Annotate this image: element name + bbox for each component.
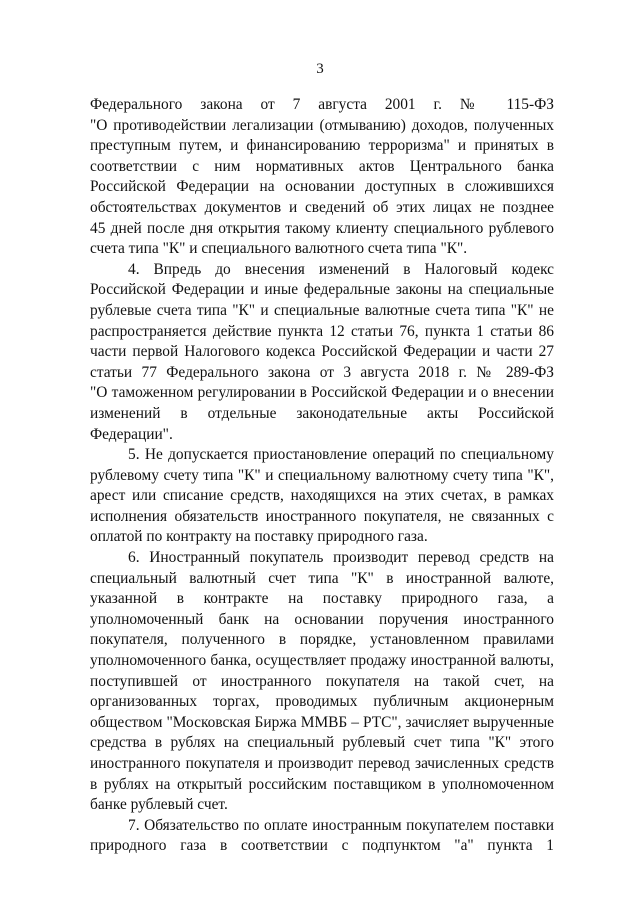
text-line: природного газа в соответствии с подпунктом "а" пункта 1 bbox=[90, 837, 554, 855]
page-number: 3 bbox=[316, 61, 324, 77]
text-line: статьи 77 Федерального закона от 3 августа 2018 г. № 289-ФЗ bbox=[90, 363, 554, 381]
paragraph-first-line: 7. Обязательство по оплате иностранным покупателем поставки bbox=[128, 816, 554, 834]
text-line: обстоятельствах документов и сведений об этих лицах не позднее bbox=[90, 198, 554, 216]
text-line: уполномоченного банка, осуществляет продажу иностранной валюты, bbox=[90, 652, 554, 670]
text-line: специальный валютный счет типа "К" в иностранной валюте, bbox=[90, 569, 554, 587]
text-line: "О противодействии легализации (отмыванию) доходов, полученных bbox=[90, 116, 554, 134]
text-line: уполномоченный банк на основании поручения иностранного bbox=[90, 610, 554, 628]
text-line: изменений в отдельные законодательные акты Российской bbox=[90, 404, 554, 422]
text-line: организованных торгах, проводимых публичным акционерным bbox=[90, 693, 554, 711]
text-line: арест или списание средств, находящихся на этих счетах, в рамках bbox=[90, 487, 554, 505]
paragraph-first-line: 5. Не допускается приостановление операций по специальному bbox=[128, 446, 554, 464]
text-line: исполнения обязательств иностранного покупателя, не связанных с bbox=[90, 507, 554, 525]
text-line: покупателя, полученного в порядке, установленном правилами bbox=[90, 631, 554, 649]
text-line: Федерации". bbox=[90, 425, 173, 443]
text-line: Российской Федерации и иные федеральные законы на специальные bbox=[90, 281, 554, 299]
text-line: рублевому счету типа "К" и специальному валютному счету типа "К", bbox=[90, 466, 554, 484]
text-line: указанной в контракте на поставку природного газа, а bbox=[90, 590, 554, 608]
text-line: соответствии с ним нормативных актов Центрального банка bbox=[90, 157, 554, 175]
text-line: иностранного покупателя и производит перевод зачисленных средств bbox=[90, 755, 554, 772]
text-line: поступившей от иностранного покупателя на такой счет, на bbox=[90, 672, 554, 690]
text-line: рублевые счета типа "К" и специальные валютные счета типа "К" не bbox=[90, 301, 554, 319]
text-line: оплатой по контракту на поставку природного газа. bbox=[90, 528, 428, 546]
text-line: части первой Налогового кодекса Российской Федерации и части 27 bbox=[90, 343, 554, 361]
text-line: счета типа "К" и специального валютного счета типа "К". bbox=[90, 240, 468, 258]
paragraph-first-line: 6. Иностранный покупатель производит перевод средств на bbox=[128, 549, 554, 567]
text-line: средства в рублях на специальный рублевый счет типа "К" этого bbox=[90, 734, 554, 752]
text-line: преступным путем, и финансированию терроризма" и принятых в bbox=[90, 137, 554, 155]
text-line: в рублях на открытый российским поставщиком в уполномоченном bbox=[90, 775, 554, 793]
text-line: "О таможенном регулировании в Российской Федерации и о внесении bbox=[90, 384, 554, 402]
text-line: Российской Федерации на основании доступных в сложившихся bbox=[90, 178, 554, 196]
document-body bbox=[90, 95, 554, 857]
paragraph-first-line: 4. Впредь до внесения изменений в Налоговый кодекс bbox=[128, 260, 554, 278]
text-line: распространяется действие пункта 12 статьи 76, пункта 1 статьи 86 bbox=[90, 322, 554, 340]
text-line: 45 дней после дня открытия такому клиенту специального рублевого bbox=[90, 219, 554, 237]
text-line: Федерального закона от 7 августа 2001 г. № 115-ФЗ bbox=[90, 96, 554, 113]
text-line: банке рублевый счет. bbox=[90, 796, 228, 814]
text-line: обществом "Московская Биржа ММВБ – РТС", зачисляет вырученные bbox=[90, 713, 554, 731]
